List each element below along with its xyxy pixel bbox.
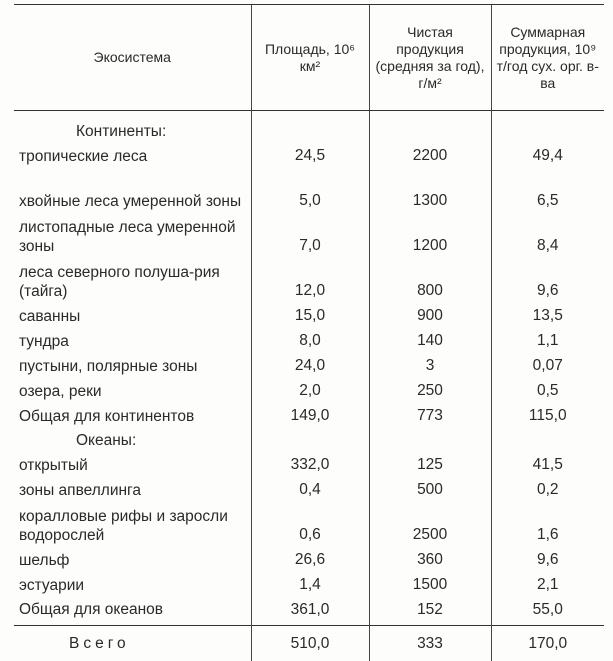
row-total: 1,6 <box>491 500 604 545</box>
empty-cell <box>369 426 491 450</box>
row-area: 1,4 <box>251 570 369 595</box>
row-name: тундра <box>14 326 251 351</box>
empty-cell <box>251 111 369 142</box>
row-net: 125 <box>369 450 491 475</box>
table-row <box>14 475 604 500</box>
header-ecosystem: Экосистема <box>14 5 251 111</box>
row-area: 361,0 <box>251 595 369 626</box>
table-row <box>14 301 604 326</box>
row-name: саванны <box>14 301 251 326</box>
header-area: Площадь, 10⁶ км² <box>251 5 369 111</box>
row-total: 6,5 <box>491 166 604 211</box>
row-total: 49,4 <box>491 141 604 166</box>
row-net: 3 <box>369 351 491 376</box>
row-name: Общая для континентов <box>14 401 251 426</box>
empty-cell <box>251 426 369 450</box>
row-net: 500 <box>369 475 491 500</box>
row-total: 41,5 <box>491 450 604 475</box>
section-oceans <box>14 426 604 450</box>
table-row <box>14 141 604 166</box>
row-area: 0,6 <box>251 500 369 545</box>
row-net: 2500 <box>369 500 491 545</box>
row-net: 800 <box>369 256 491 301</box>
row-total: 0,2 <box>491 475 604 500</box>
row-net: 1500 <box>369 570 491 595</box>
empty-cell <box>491 111 604 142</box>
table-row <box>14 351 604 376</box>
row-total: 115,0 <box>491 401 604 426</box>
row-net: 250 <box>369 376 491 401</box>
empty-cell <box>491 426 604 450</box>
row-net: 1200 <box>369 211 491 256</box>
row-area: 15,0 <box>251 301 369 326</box>
header-net-production: Чистая продукция (средняя за год), г/м² <box>369 5 491 111</box>
row-name: шельф <box>14 545 251 570</box>
row-total: 55,0 <box>491 595 604 626</box>
row-area: 24,0 <box>251 351 369 376</box>
row-area: 0,4 <box>251 475 369 500</box>
row-net: 360 <box>369 545 491 570</box>
table-row <box>14 500 604 545</box>
row-area: 26,6 <box>251 545 369 570</box>
row-total: 8,4 <box>491 211 604 256</box>
row-name: эстуарии <box>14 570 251 595</box>
productivity-table <box>14 4 604 661</box>
section-title: Океаны: <box>14 426 251 450</box>
row-area: 7,0 <box>251 211 369 256</box>
row-total: 2,1 <box>491 570 604 595</box>
row-name: коралловые рифы и заросли водорослей <box>14 500 251 545</box>
row-area: 149,0 <box>251 401 369 426</box>
subtotal-row <box>14 595 604 626</box>
row-total: 1,1 <box>491 326 604 351</box>
row-area: 332,0 <box>251 450 369 475</box>
row-name: пустыни, полярные зоны <box>14 351 251 376</box>
row-name: Всего <box>14 626 251 661</box>
row-total: 0,07 <box>491 351 604 376</box>
row-net: 2200 <box>369 141 491 166</box>
table-row <box>14 166 604 211</box>
table-row <box>14 326 604 351</box>
row-name: леса северного полуша-рия (тайга) <box>14 256 251 301</box>
row-name: зоны апвеллинга <box>14 475 251 500</box>
empty-cell <box>369 111 491 142</box>
table-row <box>14 376 604 401</box>
row-name: хвойные леса умеренной зоны <box>14 166 251 211</box>
table-row <box>14 450 604 475</box>
table-row <box>14 256 604 301</box>
row-area: 12,0 <box>251 256 369 301</box>
header-row <box>14 5 604 111</box>
row-net: 152 <box>369 595 491 626</box>
row-total: 0,5 <box>491 376 604 401</box>
table-row <box>14 545 604 570</box>
row-area: 510,0 <box>251 626 369 661</box>
table-row <box>14 211 604 256</box>
row-total: 9,6 <box>491 545 604 570</box>
section-continents <box>14 111 604 142</box>
row-total: 13,5 <box>491 301 604 326</box>
section-title: Континенты: <box>14 111 251 142</box>
row-area: 2,0 <box>251 376 369 401</box>
grand-total-row <box>14 626 604 661</box>
row-net: 333 <box>369 626 491 661</box>
row-total: 9,6 <box>491 256 604 301</box>
row-net: 773 <box>369 401 491 426</box>
row-net: 1300 <box>369 166 491 211</box>
row-name: листопадные леса умеренной зоны <box>14 211 251 256</box>
row-name: Общая для океанов <box>14 595 251 626</box>
row-name: озера, реки <box>14 376 251 401</box>
row-area: 24,5 <box>251 141 369 166</box>
table-row <box>14 570 604 595</box>
row-total: 170,0 <box>491 626 604 661</box>
row-area: 8,0 <box>251 326 369 351</box>
row-net: 140 <box>369 326 491 351</box>
header-total-production: Суммарная продукция, 10⁹ т/год сух. орг. в-ва <box>491 5 604 111</box>
row-name: тропические леса <box>14 141 251 166</box>
row-net: 900 <box>369 301 491 326</box>
row-area: 5,0 <box>251 166 369 211</box>
row-name: открытый <box>14 450 251 475</box>
subtotal-row <box>14 401 604 426</box>
